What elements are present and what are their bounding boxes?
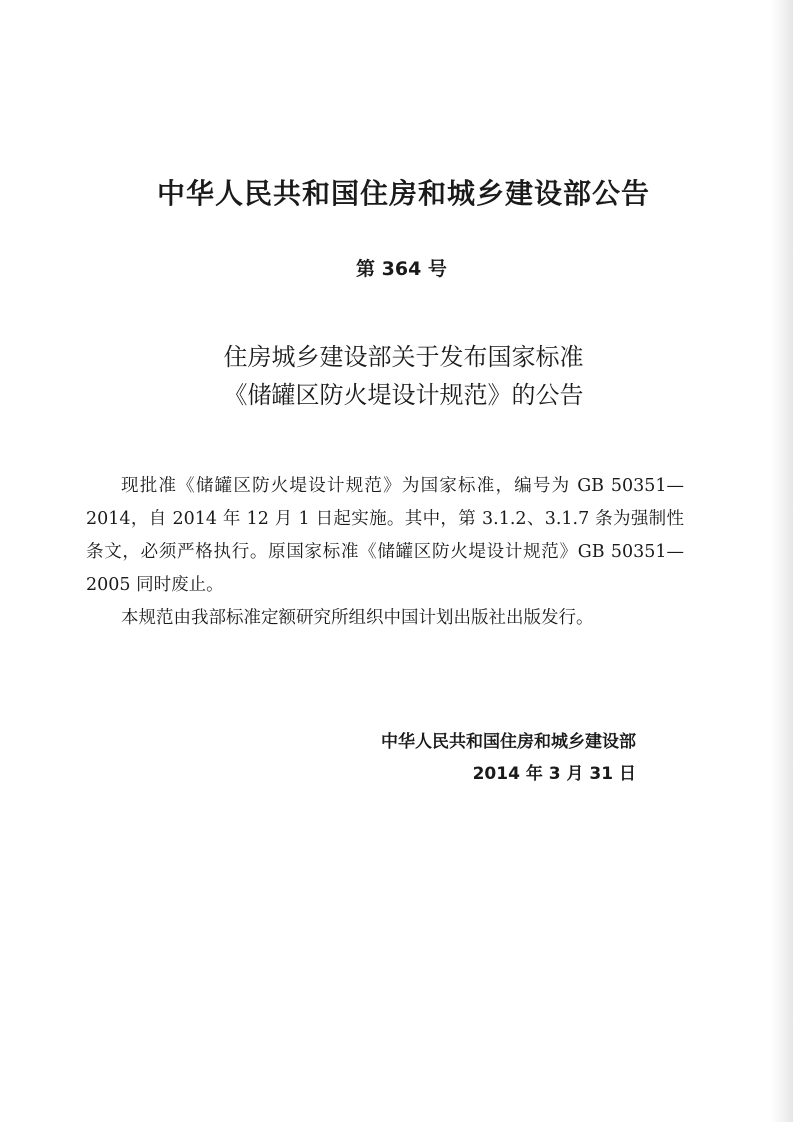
signature-date: 2014 年 3 月 31 日	[472, 764, 636, 784]
signature-organization: 中华人民共和国住房和城乡建设部	[381, 732, 636, 752]
body-paragraph-1: 现批准《储罐区防火堤设计规范》为国家标准，编号为 GB 50351—2014，自 2014 年 12 月 1 日起实施。其中，第 3.1.2、3.1.7 条为强制性条文，必须严格执行。原国家标准《储罐区防火堤设计规范》GB 50351—2005 同时废止。	[86, 476, 684, 595]
announcement-subtitle-line1: 住房城乡建设部关于发布国家标准	[223, 343, 584, 371]
announcement-body	[86, 470, 684, 635]
announcement-number: 第 364 号	[356, 258, 447, 280]
body-paragraph-2: 本规范由我部标准定额研究所组织中国计划出版社出版发行。	[121, 608, 594, 628]
page-edge-shadow	[771, 0, 793, 1122]
announcement-title: 中华人民共和国住房和城乡建设部公告	[156, 177, 650, 210]
announcement-subtitle-line2: 《储罐区防火堤设计规范》的公告	[223, 381, 584, 409]
